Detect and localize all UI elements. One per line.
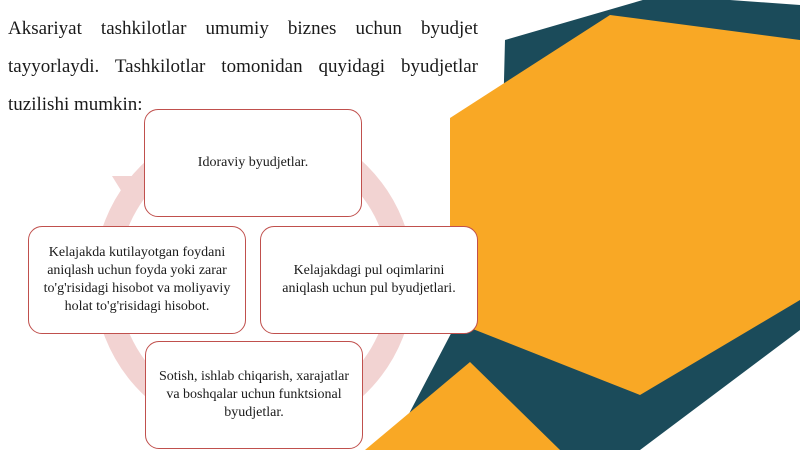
cycle-box-text: Sotish, ishlab chiqarish, xarajatlar va boshqalar uchun funktsional byudjetlar. [158, 369, 350, 420]
cycle-box-functional-budgets [145, 341, 363, 449]
cycle-box-text: Kelajakdagi pul oqimlarini aniqlash uchun pul byudjetlari. [282, 263, 456, 296]
cycle-box-text: Kelajakda kutilayotgan foydani aniqlash uchun foyda yoki zarar to'g'risidagi hisobot va moliyaviy holat to'g'risidagi hisobot. [43, 245, 231, 314]
cycle-box-text: Idoraviy byudjetlar. [197, 155, 309, 170]
cycle-box-cash-budgets [260, 226, 478, 334]
cycle-box-departmental-budgets [144, 109, 362, 217]
intro-paragraph: Aksariyat tashkilotlar umumiy biznes uchun byudjet tayyorlaydi. Tashkilotlar tomonidan quyidagi byudjetlar tuzilishi mumkin: [8, 18, 478, 115]
cycle-box-profit-loss-report [28, 226, 246, 334]
